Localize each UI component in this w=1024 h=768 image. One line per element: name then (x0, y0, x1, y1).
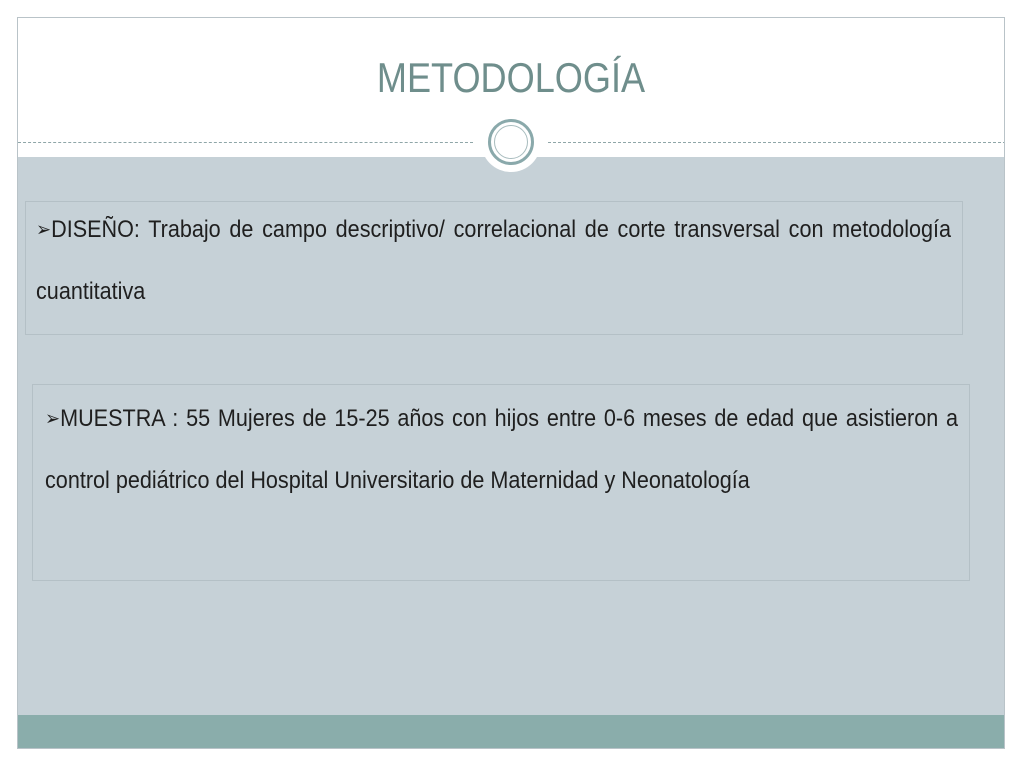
arrow-bullet-icon: ➢ (36, 219, 52, 241)
title-divider-left (18, 142, 473, 143)
sample-text-box (32, 384, 970, 581)
bottom-band (18, 715, 1004, 749)
slide-title: METODOLOGÍA (376, 54, 646, 101)
title-divider-right (548, 142, 1005, 143)
circle-ornament-icon (481, 112, 541, 172)
design-text-box (25, 201, 963, 335)
design-text: DISEÑO: Trabajo de campo descriptivo/ correlacional de corte transversal con metodología cuantitativa (36, 216, 952, 305)
arrow-bullet-icon: ➢ (45, 408, 61, 430)
ornament-ring (488, 119, 534, 165)
ornament-ring-inner (494, 125, 528, 159)
sample-text: MUESTRA : 55 Mujeres de 15-25 años con hijos entre 0-6 meses de edad que asistieron a control pediátrico del Hospital Universitario de Maternidad y Neonatología (45, 405, 959, 494)
sample-paragraph (45, 388, 958, 511)
slide (17, 17, 1005, 749)
design-paragraph (36, 199, 951, 322)
